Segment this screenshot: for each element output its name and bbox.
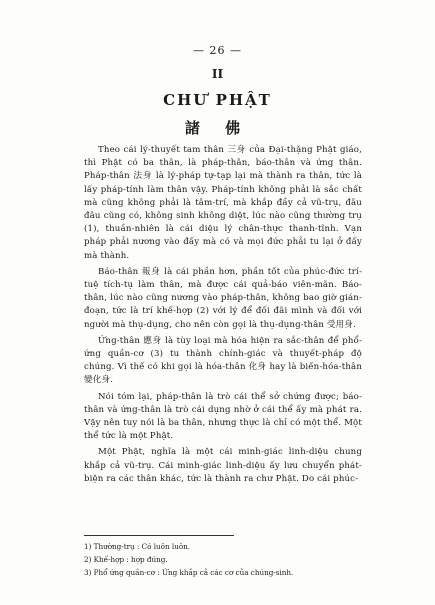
body-text <box>84 144 362 489</box>
paragraph: Ứng-thân 應身 là tùy loại mà hóa hiện ra sắc-thân để phổ-ứng quần-cơ (3) tu thành chính-giác và thuyết-pháp độ chúng. Vì thế có khi gọi là hóa-thân 化身 hay là biến-hóa-thân 變化身. <box>84 335 362 386</box>
paragraph: Một Phật, nghĩa là một cái minh-giác linh-diệu chung khắp cả vũ-trụ. Cái minh-giác linh-diệu ấy lưu chuyển phát-biện ra các thân khác, tức là thành ra chư Phật. Do cái phúc- <box>84 447 362 484</box>
paragraph: Báo-thân 報身 là cái phần hơn, phần tốt của phúc-đức trí-tuệ tích-tụ làm thân, mà được cái quả-báo viên-mãn. Báo-thân, lúc nào cũng nương vào pháp-thân, không bao giờ gián-đoạn, tức là trí khế-hợp (2) với lý để đối đãi mình và đối với người mà thụ-dụng, cho nên còn gọi là thụ-dụng-thân 受用身. <box>84 266 362 330</box>
paragraph: Theo cái lý-thuyết tam thân 三身 của Đại-thặng Phật giáo, thì Phật có ba thân, là pháp-thân, báo-thân và ứng thân. Pháp-thân 法身 là lý-pháp tự-tạp lại mà thành ra thân, tức là lấy pháp-tính làm thân vậy. Pháp-tính không phải là sắc chất mà cũng không phải là tâm-trí, mà khắp đầy cả vũ-trụ, đâu đâu cũng có, không sinh không diệt, lúc nào cũng thường trụ (1), thuần-nhiên là cái diệu lý chân-thực thanh-tĩnh. Vạn pháp phải nương vào đấy mà có và mọi đức phải tu lại ở đấy mà thành. <box>84 145 362 261</box>
chapter-title-han: 諸 佛 <box>184 119 251 137</box>
paragraph: Nói tóm lại, pháp-thân là trò cái thể sở chứng được; báo-thân và ứng-thân là trò cái dụng nhờ ở cái thể ấy mà phát ra. Vậy nên tuy nói là ba thân, nhưng thực là chỉ có một thể. Một thể tức là một Phật. <box>84 391 362 442</box>
footnotes <box>84 540 362 579</box>
footnote: 3) Phổ ứng quần-cơ : Ứng khắp cả các cơ của chúng-sinh. <box>84 568 294 577</box>
footnote: 2) Khế-hợp : hợp đúng. <box>84 555 168 564</box>
footnote: 1) Thường-trụ : Có luôn luôn. <box>84 542 191 551</box>
chapter-number: II <box>211 67 224 81</box>
page-number: — 26 — <box>193 44 242 57</box>
chapter-title: CHƯ PHẬT <box>163 91 272 109</box>
footnote-divider <box>84 535 234 536</box>
